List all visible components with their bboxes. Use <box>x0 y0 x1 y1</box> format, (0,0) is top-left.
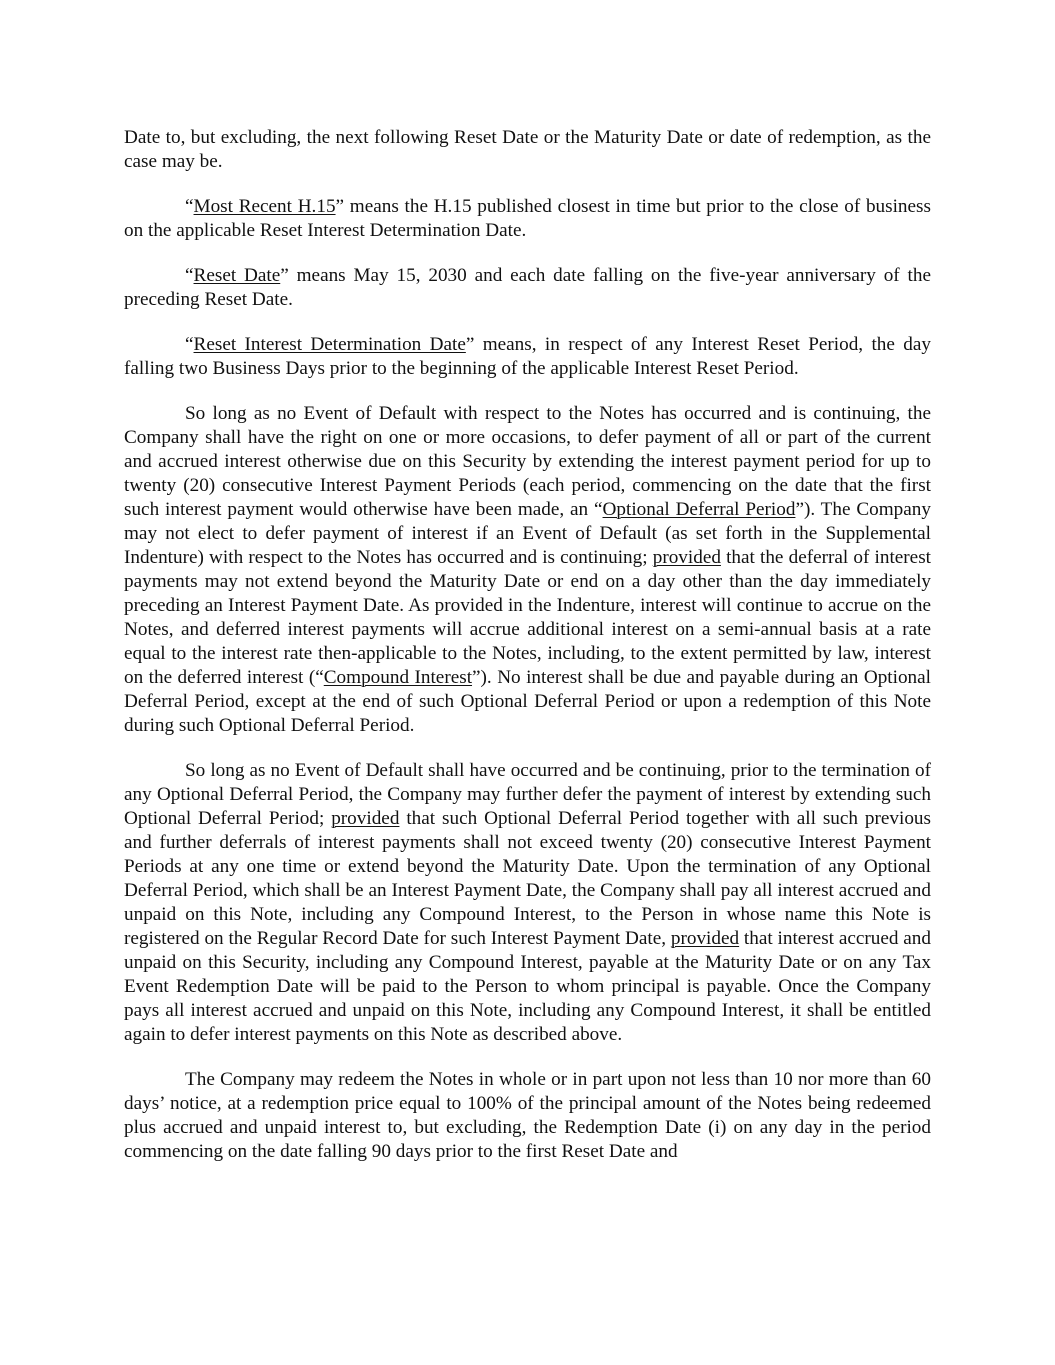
paragraph-further-deferral <box>124 759 931 1047</box>
paragraph-optional-deferral <box>124 402 931 738</box>
document-page <box>124 126 931 1185</box>
paragraph-text: that such Optional Deferral Period together with all such previous and further deferrals of interest payments shall not exceed twenty (20) consecutive Interest Payment Periods at any one time or extend beyond the Maturity Date. Upon the termination of any Optional Deferral Period, which shall be an Interest Payment Date, the Company shall pay all interest accrued and unpaid on this Note, including any Compound Interest, to the Person in whose name this Note is registered on the Regular Record Date for such Interest Payment Date, <box>124 808 931 949</box>
paragraph-text: So long as no Event of Default shall have occurred and be continuing, prior to the termination of any Optional Deferral Period, the Company may further defer the payment of interest by extending such Optional Deferral Period; <box>124 760 931 829</box>
underlined-term: provided <box>670 928 740 949</box>
definition-reset-date <box>124 264 931 312</box>
defined-term: Optional Deferral Period <box>602 499 796 520</box>
underlined-term: provided <box>652 547 721 568</box>
definition-text: ” means the H.15 published closest in time but prior to the close of business on the applicable Reset Interest Determination Date. <box>124 196 931 241</box>
definition-most-recent-h15 <box>124 195 931 243</box>
paragraph-text: ”). The Company may not elect to defer payment of interest if an Event of Default (as set forth in the Supplemental Indenture) with respect to the Notes has occurred and is continuing; <box>124 499 931 568</box>
definition-reset-interest-determination-date <box>124 333 931 381</box>
underlined-term: provided <box>331 808 400 829</box>
paragraph-text: that interest accrued and unpaid on this Security, including any Compound Interest, payable at the Maturity Date or on any Tax Event Redemption Date will be paid to the Person to whom principal is payable. Once the Company pays all interest accrued and unpaid on this Note, including any Compound Interest, it shall be entitled again to defer interest payments on this Note as described above. <box>124 928 931 1045</box>
paragraph-text: ”). No interest shall be due and payable during an Optional Deferral Period, except at the end of such Optional Deferral Period or upon a redemption of this Note during such Optional Deferral Period. <box>124 667 931 736</box>
paragraph-text: that the deferral of interest payments may not extend beyond the Maturity Date or end on a day other than the day immediately preceding an Interest Payment Date. As provided in the Indenture, interest will continue to accrue on the Notes, and deferred interest payments will accrue additional interest on a semi-annual basis at a rate equal to the interest rate then-applicable to the Notes, including, to the extent permitted by law, interest on the deferred interest (“ <box>124 547 931 688</box>
paragraph-redemption: The Company may redeem the Notes in whole or in part upon not less than 10 nor more than 60 days’ notice, at a redemption price equal to 100% of the principal amount of the Notes being redeemed plus accrued and unpaid interest to, but excluding, the Redemption Date (i) on any day in the period commencing on the date falling 90 days prior to the first Reset Date and <box>124 1069 931 1162</box>
paragraph-continuation: Date to, but excluding, the next following Reset Date or the Maturity Date or date of redemption, as the case may be. <box>124 127 931 172</box>
definition-text: ” means May 15, 2030 and each date falling on the five-year anniversary of the preceding Reset Date. <box>124 265 931 310</box>
defined-term: Most Recent H.15 <box>193 196 336 217</box>
defined-term: Reset Interest Determination Date <box>193 334 466 355</box>
defined-term: Compound Interest <box>323 667 473 688</box>
open-quote: “ <box>185 265 194 286</box>
open-quote: “ <box>185 334 194 355</box>
definition-text: ” means, in respect of any Interest Reset Period, the day falling two Business Days prior to the beginning of the applicable Interest Reset Period. <box>124 334 931 379</box>
paragraph-text: So long as no Event of Default with respect to the Notes has occurred and is continuing, the Company shall have the right on one or more occasions, to defer payment of all or part of the current and accrued interest otherwise due on this Security by extending the interest payment period for up to twenty (20) consecutive Interest Payment Periods (each period, commencing on the date that the first such interest payment would otherwise have been made, an “ <box>124 403 931 520</box>
open-quote: “ <box>185 196 194 217</box>
defined-term: Reset Date <box>193 265 281 286</box>
